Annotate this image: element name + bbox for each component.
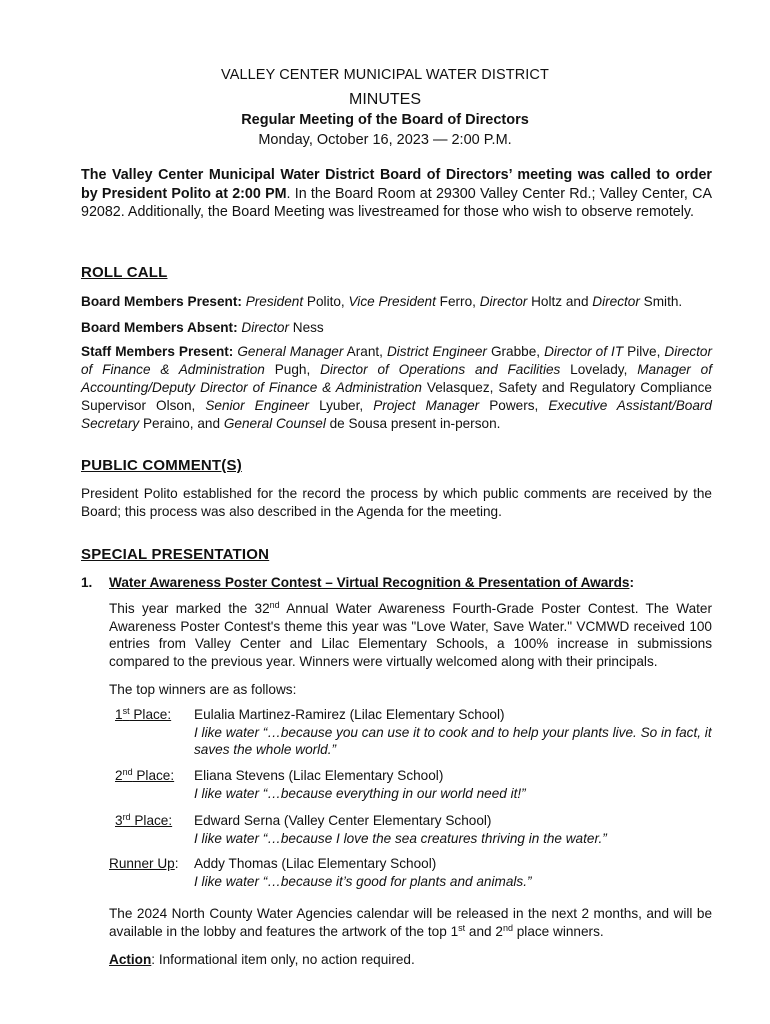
name-segment: Ferro, [435, 294, 480, 309]
special-presentation-heading: SPECIAL PRESENTATION [81, 546, 270, 563]
name-segment: Director [479, 294, 528, 309]
intro-rest: . In the Board Room at 29300 Valley Center Rd.; Valley Center, CA 92082. Additionally, the Board Meeting was livestreamed for those who wish to observe remotely. [81, 185, 712, 220]
winner-place-text: Runner Up [109, 856, 175, 871]
item-title-text: Water Awareness Poster Contest – Virtual Recognition & Presentation of Awards [109, 575, 630, 590]
winner-place-label [109, 855, 179, 873]
winner-place-label [115, 706, 171, 724]
item-title [109, 575, 634, 590]
name-segment: District Engineer [386, 344, 487, 359]
public-comment-text: President Polito established for the record the process by which public comments are received by the Board; this process was also described in the Agenda for the meeting. [81, 486, 712, 519]
winner-place-text: Place: [129, 707, 172, 722]
board-present-line [81, 294, 682, 309]
winner-place-label [115, 812, 172, 830]
winner-details [194, 812, 712, 847]
name-segment: President [245, 294, 304, 309]
name-segment: Pilve, [623, 344, 665, 359]
winner-place-text: Place: [132, 768, 175, 783]
contest-paragraph [109, 600, 712, 670]
action-label: Action [109, 952, 152, 967]
name-segment: Polito, [303, 294, 349, 309]
calendar-paragraph [109, 905, 712, 940]
name-segment: Ness [288, 320, 324, 335]
meeting-date: Monday, October 16, 2023 — 2:00 P.M. [258, 132, 512, 148]
winner-place-sup: nd [122, 767, 133, 777]
name-segment: Director of Finance & Administration [81, 344, 712, 377]
name-segment: Executive Assistant/Board Secretary [81, 398, 712, 431]
public-comment-heading: PUBLIC COMMENT(S) [81, 457, 242, 474]
name-segment: de Sousa present in-person. [325, 416, 501, 431]
name-segment: Director of IT [544, 344, 624, 359]
winner-name: Eliana Stevens (Lilac Elementary School) [194, 768, 444, 783]
document-type: MINUTES [349, 91, 421, 108]
calendar-text-a: The 2024 North County Water Agencies calendar will be released in the next 2 months, and will be available in the lobby and features the artwork of the top 1 [109, 906, 712, 939]
contest-text-b: Annual Water Awareness Fourth-Grade Poster Contest. The Water Awareness Poster Contest's theme this year was "Love Water, Save Water." VCMWD received 100 entries from Valley Center and Lilac Elementary Schools, a 100% increase in submissions compared to the previous year. Winners were virtually welcomed along with their principals. [109, 601, 712, 669]
contest-sup: nd [269, 600, 280, 610]
name-segment: General Manager [237, 344, 344, 359]
contest-text-a: This year marked the 32 [109, 601, 270, 616]
board-absent-names [241, 320, 323, 335]
winner-name: Eulalia Martinez-Ramirez (Lilac Elementary School) [194, 707, 505, 722]
winner-place-suffix: : [174, 856, 179, 871]
winner-place-label [115, 767, 174, 785]
winner-name: Addy Thomas (Lilac Elementary School) [194, 856, 437, 871]
winner-details [194, 855, 712, 890]
winner-place-sup: st [122, 706, 130, 716]
action-line [109, 952, 415, 967]
calendar-text-c: place winners. [512, 923, 604, 939]
intro-paragraph [81, 166, 712, 222]
board-present-label: Board Members Present: [81, 294, 242, 309]
board-absent-line [81, 320, 324, 335]
staff-present-paragraph [81, 343, 712, 433]
winner-place-text: Place: [130, 813, 173, 828]
name-segment: Pugh, [264, 362, 321, 377]
board-present-names [246, 294, 682, 309]
calendar-sup-2: nd [502, 922, 513, 933]
name-segment: Grabbe, [486, 344, 545, 359]
winner-quote: I like water “…because I love the sea creatures thriving in the water.” [194, 830, 607, 846]
winner-name: Edward Serna (Valley Center Elementary School) [194, 813, 492, 828]
winner-quote: I like water “…because it’s good for plants and animals.” [194, 873, 532, 889]
winner-place-num: 1 [115, 707, 123, 722]
name-segment: Velasquez, Safety and Regulatory Compliance Supervisor Olson, [81, 380, 712, 413]
name-segment: Project Manager [373, 398, 480, 413]
winner-details [194, 706, 712, 759]
item-number: 1. [81, 575, 93, 590]
winner-place-sup: rd [122, 812, 131, 822]
name-segment: Director [241, 320, 289, 335]
name-segment: Holtz and [527, 294, 593, 309]
org-name: VALLEY CENTER MUNICIPAL WATER DISTRICT [221, 67, 549, 83]
name-segment: Lovelady, [560, 362, 638, 377]
calendar-text-b: and 2 [465, 923, 503, 939]
item-title-colon: : [629, 575, 634, 590]
name-segment: General Counsel [223, 416, 326, 431]
winner-quote: I like water “…because everything in our world need it!” [194, 785, 526, 801]
intro-bold: The Valley Center Municipal Water District Board of Directors’ meeting was called to order by President Polito at 2:00 PM [81, 167, 712, 202]
staff-present-label: Staff Members Present: [81, 344, 234, 359]
winner-quote: I like water “…because you can use it to cook and to help your plants live. So in fact, it saves the whole world.” [194, 724, 712, 757]
name-segment: Manager of Accounting/Deputy Director of Finance & Administration [81, 362, 713, 395]
board-absent-label: Board Members Absent: [81, 320, 238, 335]
name-segment: Lyuber, [309, 398, 374, 413]
action-text: : Informational item only, no action required. [151, 952, 415, 967]
winner-details [194, 767, 712, 802]
name-segment: Vice President [348, 294, 436, 309]
winner-place-num: 3 [115, 813, 123, 828]
calendar-sup-1: st [458, 922, 466, 933]
name-segment: Director [592, 294, 640, 309]
winner-place-num: 2 [115, 768, 123, 783]
name-segment: Director of Operations and Facilities [320, 362, 561, 377]
name-segment: Peraino, and [139, 416, 224, 431]
name-segment: Smith. [639, 294, 683, 309]
winners-intro: The top winners are as follows: [109, 682, 297, 697]
meeting-subtitle: Regular Meeting of the Board of Directors [241, 112, 529, 128]
name-segment: Senior Engineer [205, 398, 310, 413]
name-segment: Powers, [479, 398, 549, 413]
name-segment: Arant, [343, 344, 387, 359]
roll-call-heading: ROLL CALL [81, 264, 168, 281]
